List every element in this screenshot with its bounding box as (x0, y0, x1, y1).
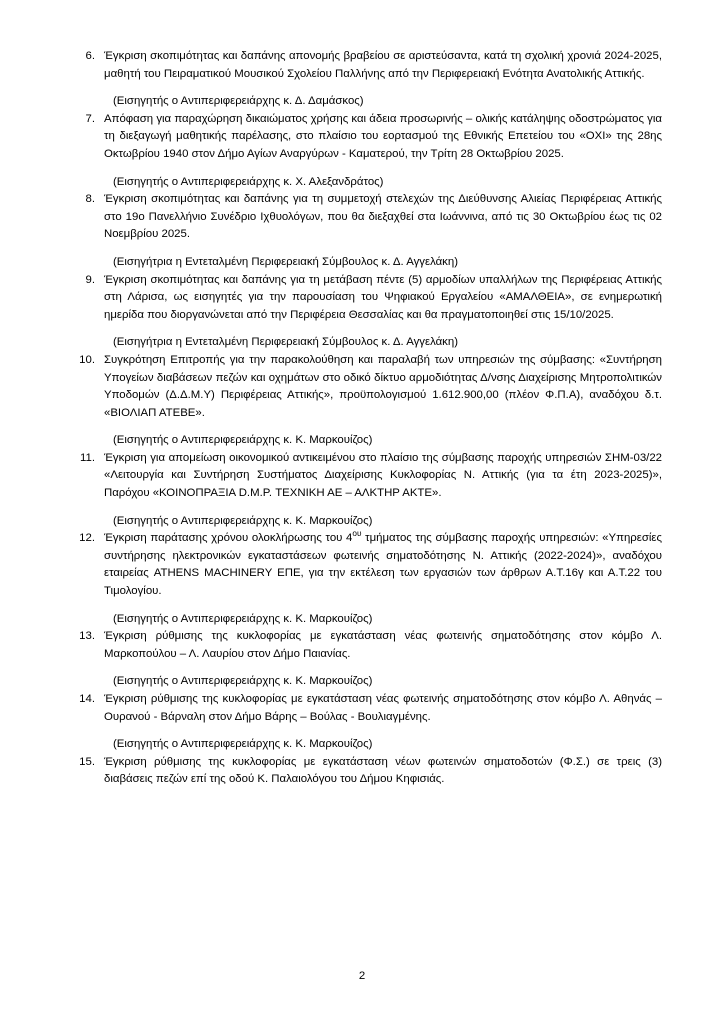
item-text: Έγκριση σκοπιμότητας και δαπάνης απονομής βραβείου σε αριστεύσαντα, κατά τη σχολική χρονιά 2024-2025, μαθητή του Πειραματικού Μουσικού Σχολείου Παλλήνης από την Περιφερειακή Ενότητα Ανατολικής Αττικής. (104, 50, 662, 80)
item-rapporteur: (Εισηγητής ο Αντιπεριφερειάρχης κ. Κ. Μαρκουίζος) (113, 675, 373, 688)
item-rapporteur: (Εισηγητής ο Αντιπεριφερειάρχης κ. Κ. Μαρκουίζος) (113, 434, 373, 447)
item-text: Συγκρότηση Επιτροπής για την παρακολούθηση και παραλαβή των υπηρεσιών της σύμβασης: «Συντήρηση Υπογείων διαβάσεων πεζών και οχημάτων στο οδικό δίκτυο αρμοδιότητας Δ/νσης Διαχείρισης Μητροπολιτικών Υποδομών (Δ.Δ.Μ.Υ) Περιφέρειας Αττικής», προϋπολογισμού 1.612.900,00 (πλέον Φ.Π.Α), αναδόχου δ.τ. «ΒΙΟΛΙΑΠ ΑΤΕΒΕ». (104, 353, 662, 419)
list-item (76, 48, 662, 83)
list-item (76, 450, 662, 503)
list-item (76, 352, 662, 422)
list-item (76, 691, 662, 726)
list-item (76, 272, 662, 325)
item-number: 12. (79, 532, 95, 545)
item-number: 13. (79, 630, 95, 643)
item-rapporteur: (Εισηγήτρια η Εντεταλμένη Περιφερειακή Σύμβουλος κ. Δ. Αγγελάκη) (113, 336, 459, 349)
item-number: 11. (80, 451, 95, 464)
item-text: Έγκριση σκοπιμότητας και δαπάνης για τη μετάβαση πέντε (5) αρμοδίων υπαλλήλων της Περιφέρειας Αττικής στη Λάρισα, ως εισηγητές για την παρουσίαση του Ψηφιακού Εργαλείου «ΑΜΑΛΘΕΙΑ», σε ενημερωτική ημερίδα που διοργανώνεται από την Περιφέρεια Θεσσαλίας και θα πραγματοποιηθεί στις 15/10/2025. (104, 273, 662, 321)
item-number: 14. (79, 693, 95, 705)
item-number: 10. (79, 353, 95, 366)
item-text: Έγκριση σκοπιμότητας και δαπάνης για τη συμμετοχή στελεχών της Διεύθυνσης Αλιείας Περιφέρειας Αττικής στο 19ο Πανελλήνιο Συνέδριο Ιχθυολόγων, που θα διεξαχθεί στα Ιωάννινα, από τις 30 Οκτωβρίου έως τις 02 Νοεμβρίου 2025. (104, 193, 662, 241)
item-text: Έγκριση ρύθμισης της κυκλοφορίας με εγκατάσταση νέας φωτεινής σηματοδότησης στον κόμβο Λ. Μαρκοπούλου – Λ. Λαυρίου στον Δήμο Παιανίας. (104, 630, 662, 660)
agenda-item-list (76, 48, 662, 789)
item-rapporteur: (Εισηγητής ο Αντιπεριφερειάρχης κ. Κ. Μαρκουίζος) (113, 514, 373, 527)
item-rapporteur: (Εισηγήτρια η Εντεταλμένη Περιφερειακή Σύμβουλος κ. Δ. Αγγελάκη) (113, 255, 459, 268)
item-text: Έγκριση παράτασης χρόνου ολοκλήρωσης του $4^{o\upsilon}$ τμήματος της σύμβασης παροχής υπηρεσιών: «Υπηρεσίες συντήρησης ηλεκτρονικών εγκαταστάσεων φωτεινής σηματοδότησης Ν. Αττικής (2022-2024)», αναδόχου εταιρείας ATHENS MACHINERY ΕΠΕ, για την εκτέλεση των εργασιών των άρθρων Α.Τ.16γ και Α.Τ.22 του Τιμολογίου. (104, 529, 662, 598)
item-text: Έγκριση ρύθμισης της κυκλοφορίας με εγκατάσταση νέας φωτεινής σηματοδότησης στον κόμβο Λ. Αθηνάς – Ουρανού - Βάρναλη στον Δήμο Βάρης – Βούλας - Βουλιαγμένης. (104, 693, 662, 723)
list-item (76, 754, 662, 789)
item-number: 15. (79, 755, 95, 768)
item-number: 8. (85, 193, 95, 206)
list-item (76, 191, 662, 244)
list-item (76, 530, 662, 600)
item-rapporteur: (Εισηγητής ο Αντιπεριφερειάρχης κ. Δ. Δαμάσκος) (113, 95, 364, 108)
page-number: 2 (358, 970, 366, 982)
item-rapporteur: (Εισηγητής ο Αντιπεριφερειάρχης κ. Χ. Αλεξανδράτος) (113, 175, 384, 188)
list-item (76, 628, 662, 663)
item-number: 7. (85, 112, 95, 125)
item-number: 6. (85, 50, 95, 62)
item-rapporteur: (Εισηγητής ο Αντιπεριφερειάρχης κ. Κ. Μαρκουίζος) (113, 738, 373, 751)
item-number: 9. (85, 273, 95, 286)
item-rapporteur: (Εισηγητής ο Αντιπεριφερειάρχης κ. Κ. Μαρκουίζος) (113, 612, 373, 625)
list-item (76, 111, 662, 164)
item-text: Έγκριση ρύθμισης της κυκλοφορίας με εγκατάσταση νέων φωτεινών σηματοδοτών (Φ.Σ.) σε τρεις (3) διαβάσεις πεζών επί της οδού Κ. Παλαιολόγου του Δήμου Κηφισιάς. (104, 755, 662, 786)
item-text: Απόφαση για παραχώρηση δικαιώματος χρήσης και άδεια προσωρινής – ολικής κατάληψης οδοστρώματος για τη διεξαγωγή μαθητικής παρέλασης, στο πλαίσιο του εορτασμού της Εθνικής Επετείου του «ΟΧΙ» της 28ης Οκτωβρίου 1940 στον Δήμο Αγίων Αναργύρων - Καματερού, την Τρίτη 28 Οκτωβρίου 2025. (104, 112, 662, 160)
item-text: Έγκριση για απομείωση οικονομικού αντικειμένου στο πλαίσιο της σύμβασης παροχής υπηρεσιών ΣΗΜ-03/22 «Λειτουργία και Συντήρηση Συστήματος Διαχείρισης Κυκλοφορίας Ν. Αττικής (για τα έτη 2023-2025)», Παρόχου «ΚΟΙΝΟΠΡΑΞΙΑ D.M.P. ΤΕΧΝΙΚΗ ΑΕ – ΑΛΚΤΗΡ ΑΚΤΕ». (104, 451, 662, 500)
